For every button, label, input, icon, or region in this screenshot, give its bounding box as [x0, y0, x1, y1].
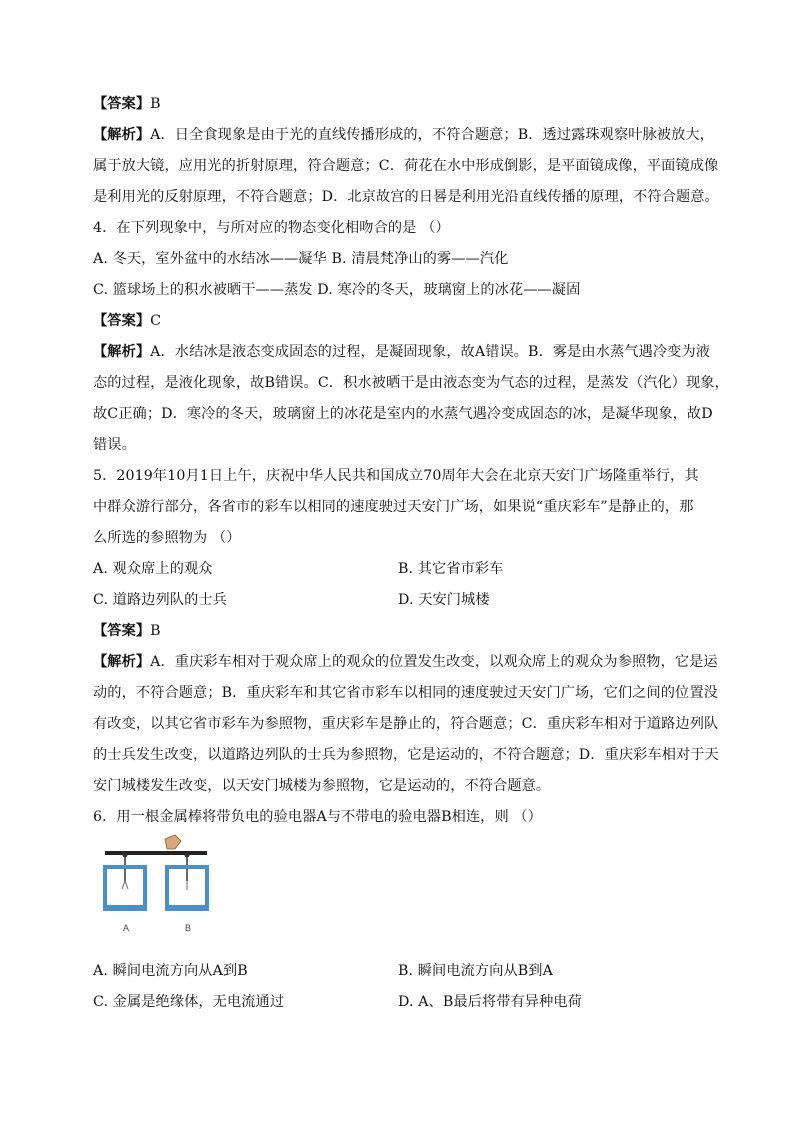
answer-value: B [150, 623, 161, 639]
electroscope-diagram [101, 833, 221, 943]
q5-analysis-line-1 [93, 654, 718, 670]
answer-tag: 【答案】 [93, 623, 151, 639]
electroscope-figure [93, 833, 703, 953]
q5-analysis-line-5: 安门城楼发生改变，以天安门城楼为参照物，它是运动的，不符合题意。 [93, 778, 551, 794]
q4-options-row-1: A. 冬天，室外盆中的水结冰——凝华 B. 清晨梵净山的雾——汽化 [93, 251, 509, 267]
label-b: B [185, 923, 192, 933]
analysis-tag: 【解析】 [93, 654, 151, 670]
q5-analysis-line-2: 动的，不符合题意；B．重庆彩车和其它省市彩车以相同的速度驶过天安门广场，它们之间的位置没 [93, 685, 718, 701]
label-a: A [123, 923, 130, 933]
analysis-text: A．日全食现象是由于光的直线传播形成的，不符合题意；B．透过露珠观察叶脉被放大， [150, 127, 714, 143]
option-a: A. 观众席上的观众 [93, 561, 213, 577]
q4-analysis-line-3: 故C正确；D．寒冷的冬天，玻璃窗上的冰花是室内的水蒸气遇冷变成固态的冰，是凝华现象，故D [93, 406, 713, 422]
option-d: D. 天安门城楼 [398, 592, 490, 608]
q3-analysis-line-1 [93, 127, 714, 143]
option-c: C. 金属是绝缘体，无电流通过 [93, 994, 285, 1010]
q4-analysis-line-1 [93, 344, 711, 360]
q6-options-row-1 [93, 963, 703, 979]
electroscope-a [103, 853, 147, 912]
analysis-text: A．水结冰是液态变成固态的过程，是凝固现象，故A错误。B．雾是由水蒸气遇冷变为液 [150, 344, 711, 360]
hand-icon [165, 835, 181, 849]
electroscope-b [165, 853, 209, 912]
answer-tag: 【答案】 [93, 96, 151, 112]
q6-stem: 6．用一根金属棒将带负电的验电器A与不带电的验电器B相连，则 （） [93, 809, 542, 825]
option-b: B. 其它省市彩车 [398, 561, 504, 577]
answer-value: B [150, 96, 161, 112]
q5-options-row-2 [93, 592, 703, 608]
q5-stem-line-3: 么所选的参照物为 （） [93, 530, 241, 546]
q4-analysis-line-4: 错误。 [93, 437, 136, 453]
answer-value: C [150, 313, 162, 329]
q4-answer [93, 313, 703, 329]
metal-rod [105, 851, 207, 855]
q3-answer [93, 96, 703, 112]
answer-tag: 【答案】 [93, 313, 151, 329]
q5-analysis-line-4: 的士兵发生改变，以道路边列队的士兵为参照物，它是运动的，不符合题意；D．重庆彩车相对于天 [93, 747, 719, 763]
q5-analysis-line-3: 有改变，以其它省市彩车为参照物，重庆彩车是静止的，符合题意；C．重庆彩车相对于道路边列队 [93, 716, 719, 732]
option-a: A. 瞬间电流方向从A到B [93, 963, 248, 979]
q3-analysis-line-2: 属于放大镜，应用光的折射原理，符合题意；C．荷花在水中形成倒影，是平面镜成像，平面镜成像 [93, 158, 719, 174]
q4-analysis-line-2: 态的过程，是液化现象，故B错误。C．积水被晒干是由液态变为气态的过程，是蒸发（汽化）现象， [93, 375, 729, 391]
option-b: B. 瞬间电流方向从B到A [398, 963, 553, 979]
option-d: D. A、B最后将带有异种电荷 [398, 994, 582, 1010]
q5-options-row-1 [93, 561, 703, 577]
q3-analysis-line-3: 是利用光的反射原理，不符合题意；D．北京故宫的日晷是利用光沿直线传播的原理，不符合题意。 [93, 189, 719, 205]
analysis-tag: 【解析】 [93, 344, 151, 360]
q4-stem: 4．在下列现象中，与所对应的物态变化相吻合的是 （） [93, 220, 450, 236]
q6-options-row-2 [93, 994, 703, 1010]
q4-options-row-2: C. 篮球场上的积水被晒干——蒸发 D. 寒冷的冬天，玻璃窗上的冰花——凝固 [93, 282, 581, 298]
option-c: C. 道路边列队的士兵 [93, 592, 227, 608]
q5-answer [93, 623, 703, 639]
analysis-tag: 【解析】 [93, 127, 151, 143]
q5-stem-line-2: 中群众游行部分，各省市的彩车以相同的速度驶过天安门广场，如果说“重庆彩车”是静止的，那 [93, 499, 694, 515]
document-page [93, 96, 729, 1025]
q5-stem-line-1: 5．2019年10月1日上午，庆祝中华人民共和国成立70周年大会在北京天安门广场隆重举行，其 [93, 468, 699, 484]
analysis-text: A．重庆彩车相对于观众席上的观众的位置发生改变，以观众席上的观众为参照物，它是运 [150, 654, 718, 670]
